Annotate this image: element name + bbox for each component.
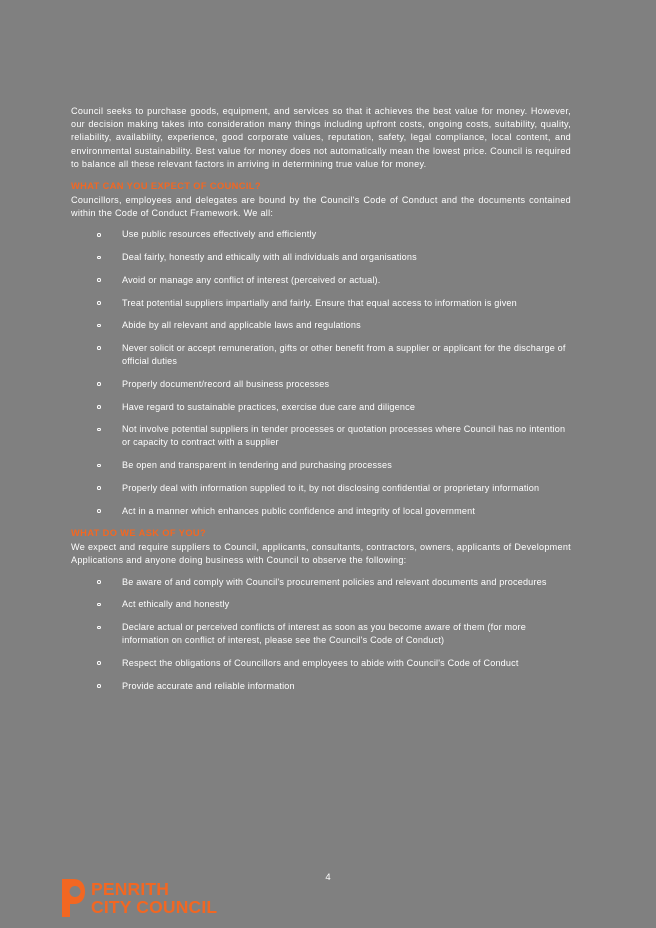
list-item: Treat potential suppliers impartially and fairly. Ensure that equal access to information is given [71, 297, 571, 310]
list-item: Respect the obligations of Councillors and employees to abide with Council's Code of Conduct [71, 657, 571, 670]
list-item: Properly deal with information supplied to it, by not disclosing confidential or proprietary information [71, 482, 571, 495]
list-item: Never solicit or accept remuneration, gifts or other benefit from a supplier or applicant for the discharge of official duties [71, 342, 571, 368]
list-item: Not involve potential suppliers in tender processes or quotation processes where Council has no intention or capacity to contract with a supplier [71, 423, 571, 449]
list-item: Provide accurate and reliable information [71, 680, 571, 693]
penrith-p-mark-icon [60, 878, 86, 918]
page-number: 4 [325, 872, 331, 883]
intro-paragraph: Council seeks to purchase goods, equipment, and services so that it achieves the best value for money. However, our decision making takes into consideration many things including upfront costs, ongoing costs, suitability, quality, reliability, availability, experience, good corporate values, reputation, safety, legal compliance, local content, and environmental sustainability. Best value for money does not automatically mean the lowest price. Council is required to balance all these relevant factors in arriving in determining true value for money. [71, 106, 571, 169]
section-intro-ask-of-you: We expect and require suppliers to Council, applicants, consultants, contractors, owners, applicants of Development Applications and anyone doing business with Council to observe the following: [71, 542, 571, 566]
list-item: Act ethically and honestly [71, 598, 571, 611]
section-intro-expect-of-council: Councillors, employees and delegates are bound by the Council's Code of Conduct and the documents contained within the Code of Conduct Framework. We all: [71, 195, 571, 219]
logo-line-city-council: CITY COUNCIL [91, 897, 218, 917]
list-item: Be open and transparent in tendering and purchasing processes [71, 459, 571, 472]
section-heading-expect-of-council: WHAT CAN YOU EXPECT OF COUNCIL? [71, 181, 261, 192]
list-item: Deal fairly, honestly and ethically with all individuals and organisations [71, 251, 571, 264]
bullet-list-ask-of-you [71, 576, 571, 693]
page-content [71, 105, 571, 702]
list-item: Use public resources effectively and efficiently [71, 228, 571, 241]
list-item: Have regard to sustainable practices, exercise due care and diligence [71, 401, 571, 414]
list-item: Be aware of and comply with Council's procurement policies and relevant documents and procedures [71, 576, 571, 589]
footer-logo [60, 878, 217, 918]
list-item: Avoid or manage any conflict of interest (perceived or actual). [71, 274, 571, 287]
bullet-list-expect-of-council [71, 228, 571, 517]
list-item: Declare actual or perceived conflicts of interest as soon as you become aware of them (for more information on conflict of interest, please see the Council's Code of Conduct) [71, 621, 571, 647]
logo-line-penrith: PENRITH [91, 879, 170, 899]
list-item: Properly document/record all business processes [71, 378, 571, 391]
list-item: Act in a manner which enhances public confidence and integrity of local government [71, 505, 571, 518]
section-heading-ask-of-you: WHAT DO WE ASK OF YOU? [71, 528, 207, 539]
list-item: Abide by all relevant and applicable laws and regulations [71, 319, 571, 332]
logo-text [91, 880, 217, 916]
